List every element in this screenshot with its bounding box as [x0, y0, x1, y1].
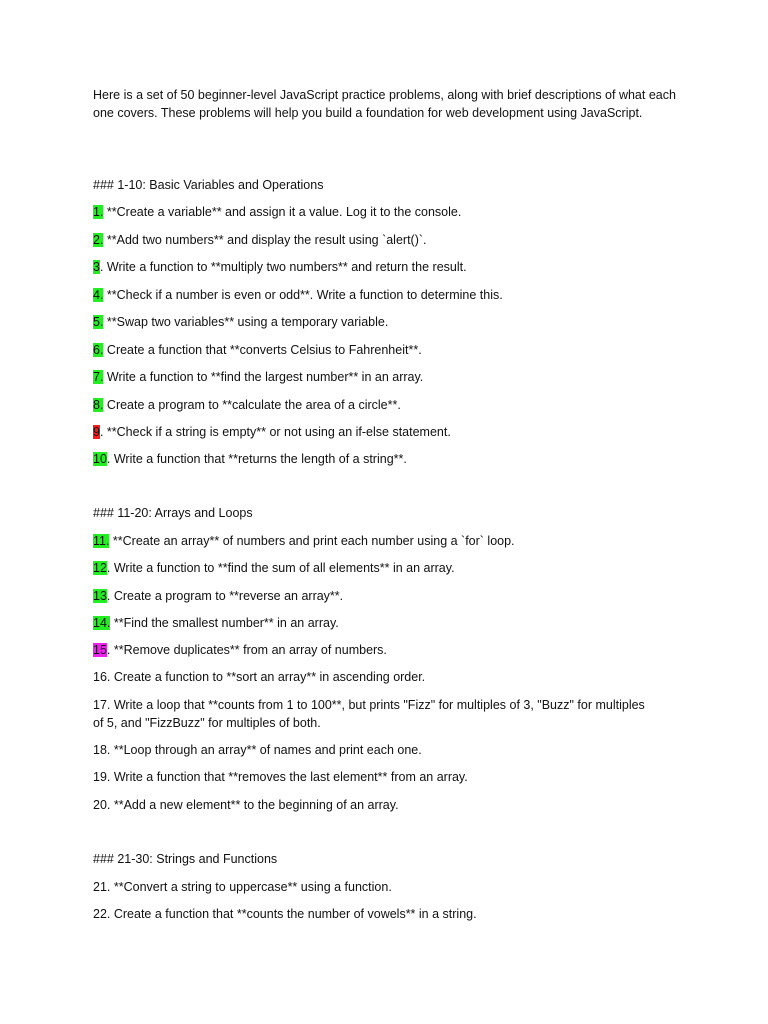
section-heading-11-20: ### 11-20: Arrays and Loops — [93, 506, 253, 520]
item-number-highlight: 5. — [93, 315, 104, 329]
item-number: 17. — [93, 698, 111, 712]
list-item — [93, 878, 653, 896]
item-number: 18. — [93, 743, 111, 757]
list-item — [93, 905, 653, 923]
item-text: Write a function to **find the sum of all elements** in an array. — [110, 561, 455, 575]
list-item — [93, 286, 653, 304]
item-number-sep: . — [99, 425, 104, 439]
item-text: Create a program to **calculate the area of a circle**. — [103, 398, 401, 412]
item-text: **Add a new element** to the beginning of an array. — [110, 798, 399, 812]
item-number-highlight: 7. — [93, 370, 104, 384]
list-item — [93, 203, 653, 221]
item-number-sep: . — [106, 589, 111, 603]
item-number-highlight: 12 — [93, 561, 107, 575]
item-number-highlight: 6. — [93, 343, 104, 357]
item-number: 20. — [93, 798, 111, 812]
list-item — [93, 641, 653, 659]
list-item — [93, 450, 653, 468]
item-number-highlight: 11. — [93, 534, 110, 548]
list-item — [93, 559, 653, 577]
item-number: 16. — [93, 670, 111, 684]
item-number-sep: . — [106, 452, 111, 466]
item-number-highlight: 3 — [93, 260, 100, 274]
item-number-sep: . — [106, 643, 111, 657]
item-text: Write a function that **removes the last element** from an array. — [110, 770, 468, 784]
item-text: Create a function that **converts Celsius to Fahrenheit**. — [103, 343, 422, 357]
item-number-highlight: 10 — [93, 452, 107, 466]
list-item — [93, 796, 653, 814]
item-number-highlight: 4. — [93, 288, 104, 302]
item-text: **Check if a number is even or odd**. Write a function to determine this. — [103, 288, 503, 302]
section-heading-21-30: ### 21-30: Strings and Functions — [93, 852, 278, 866]
list-item — [93, 258, 653, 276]
section-heading-1-10: ### 1-10: Basic Variables and Operations — [93, 178, 324, 192]
item-number-highlight: 1. — [93, 205, 104, 219]
item-text: **Swap two variables** using a temporary variable. — [103, 315, 389, 329]
item-text: Create a program to **reverse an array**. — [110, 589, 344, 603]
intro-paragraph: Here is a set of 50 beginner-level JavaScript practice problems, along with brief descriptions of what each one covers. These problems will help you build a foundation for web development using JavaScript. — [93, 88, 676, 120]
list-item — [93, 313, 653, 331]
item-text: Create a function to **sort an array** in ascending order. — [110, 670, 426, 684]
item-number-sep: . — [106, 561, 111, 575]
list-item — [93, 587, 653, 605]
item-text: **Check if a string is empty** or not using an if-else statement. — [103, 425, 451, 439]
list-item — [93, 532, 653, 550]
item-number: 19. — [93, 770, 111, 784]
list-item — [93, 341, 653, 359]
item-text: Write a function that **returns the length of a string**. — [110, 452, 407, 466]
item-text: Write a function to **find the largest number** in an array. — [103, 370, 424, 384]
item-text: **Create an array** of numbers and print each number using a `for` loop. — [109, 534, 515, 548]
item-number-highlight: 9 — [93, 425, 100, 439]
list-item — [93, 614, 653, 632]
item-number-highlight: 15 — [93, 643, 107, 657]
list-item — [93, 368, 653, 386]
item-text: Write a function to **multiply two numbers** and return the result. — [103, 260, 467, 274]
item-text: **Loop through an array** of names and print each one. — [110, 743, 422, 757]
item-text: Create a function that **counts the number of vowels** in a string. — [110, 907, 477, 921]
item-number-highlight: 8. — [93, 398, 104, 412]
list-item — [93, 396, 653, 414]
item-text: **Convert a string to uppercase** using a function. — [110, 880, 392, 894]
item-text: **Remove duplicates** from an array of numbers. — [110, 643, 387, 657]
list-item — [93, 231, 653, 249]
list-item — [93, 696, 653, 732]
item-number-sep: . — [99, 260, 104, 274]
item-number-highlight: 13 — [93, 589, 107, 603]
item-number: 21. — [93, 880, 111, 894]
item-text: **Find the smallest number** in an array. — [110, 616, 339, 630]
item-number: 22. — [93, 907, 111, 921]
list-item — [93, 668, 653, 686]
item-text: **Create a variable** and assign it a value. Log it to the console. — [103, 205, 462, 219]
item-number-highlight: 2. — [93, 233, 104, 247]
item-text: Write a loop that **counts from 1 to 100**, but prints "Fizz" for multiples of 3, "Buzz" for multiples of 5, and "FizzBuzz" for multiples of both. — [93, 698, 645, 730]
list-item — [93, 423, 653, 441]
item-text: **Add two numbers** and display the result using `alert()`. — [103, 233, 427, 247]
item-number-highlight: 14. — [93, 616, 111, 630]
list-item — [93, 741, 653, 759]
list-item — [93, 768, 653, 786]
